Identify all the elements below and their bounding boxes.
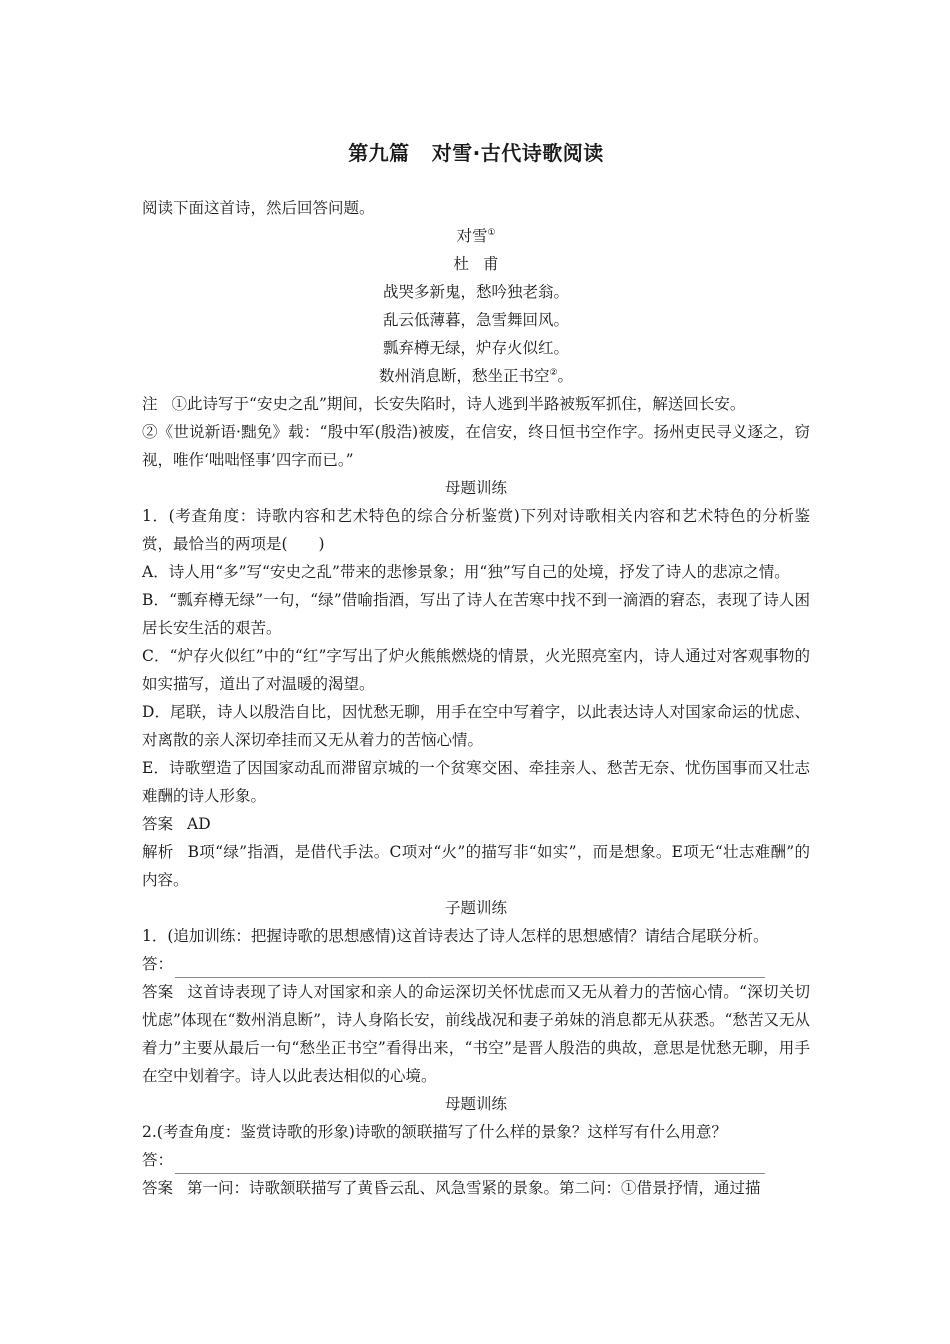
analysis-1 <box>142 838 810 894</box>
answer-label: 答案 <box>142 1179 174 1197</box>
page-title <box>142 138 810 168</box>
note-1 <box>142 390 810 418</box>
poem-line: 瓢弃樽无绿，炉存火似红。 <box>382 339 569 357</box>
question-1: 1．(考查角度：诗歌内容和艺术特色的综合分析鉴赏)下列对诗歌相关内容和艺术特色的分析鉴赏，最恰当的两项是( ) <box>142 507 810 553</box>
poem-author: 杜甫 <box>453 255 513 273</box>
intro-text: 阅读下面这首诗，然后回答问题。 <box>142 199 375 217</box>
poem-line-last <box>142 362 810 390</box>
poem-line-end: 。 <box>557 367 574 385</box>
analysis-label: 解析 <box>142 843 174 861</box>
answer-text: 这首诗表现了诗人对国家和亲人的命运深切关怀忧虑而又无从着力的苦恼心情。“深切关切忧虑”体现在“数州消息断”，诗人身陷长安，前线战况和妻子弟妹的消息都无从获悉。“愁苦又无从着力”主要从最后一句“愁坐正书空”看得出来，“书空”是晋人殷浩的典故，意思是忧愁无聊，用手在空中划着字。诗人以此表达相似的心境。 <box>142 983 810 1085</box>
option-a: A．诗人用“多”写“安史之乱”带来的悲惨景象；用“独”写自己的处境，抒发了诗人的悲凉之情。 <box>142 563 790 581</box>
poem-title <box>142 222 810 250</box>
answer-prompt: 答： <box>142 955 174 973</box>
answer-text: 第一问：诗歌颔联描写了黄昏云乱、风急雪紧的景象。第二问：①借景抒情，通过描 <box>187 1179 761 1197</box>
section-heading-child: 子题训练 <box>444 899 507 917</box>
poem-title-footnote-mark: ① <box>487 228 496 238</box>
note-2: ②《世说新语·黜免》载：“殷中军(殷浩)被废，在信安，终日恒书空作字。扬州吏民寻义逐之，窃视，唯作‘咄咄怪事’四字而已。” <box>142 423 810 469</box>
option-e: E．诗歌塑造了因国家动乱而滞留京城的一个贫寒交困、牵挂亲人、愁苦无奈、忧伤国事而又壮志难酬的诗人形象。 <box>142 759 810 805</box>
poem-line: 乱云低薄暮，急雪舞回风。 <box>382 311 569 329</box>
option-d: D．尾联，诗人以殷浩自比，因忧愁无聊，用手在空中写着字，以此表达诗人对国家命运的忧虑、对离散的亲人深切牵挂而又无从着力的苦恼心情。 <box>142 703 810 749</box>
poem-line-footnote-mark: ② <box>549 368 558 378</box>
option-c: C．“炉存火似红”中的“红”字写出了炉火熊熊燃烧的情景，火光照亮室内，诗人通过对客观事物的如实描写，道出了对温暖的渴望。 <box>142 647 810 693</box>
answer-label: 答案 <box>142 815 174 833</box>
section-heading-mother-2: 母题训练 <box>444 1095 507 1113</box>
note-1-text: ①此诗写于“安史之乱”期间，长安失陷时，诗人逃到半路被叛军抓住，解送回长安。 <box>171 395 746 413</box>
analysis-text: B项“绿”指酒，是借代手法。C项对“火”的描写非“如实”，而是想象。E项无“壮志难酬”的内容。 <box>142 843 810 889</box>
poem-line-text: 数州消息断，愁坐正书空 <box>378 367 550 385</box>
poem-line: 战哭多新鬼，愁吟独老翁。 <box>382 283 569 301</box>
answer-underline <box>175 957 765 978</box>
note-label: 注 <box>142 395 158 413</box>
answer-sub-1 <box>142 978 810 1090</box>
answer-underline <box>175 1153 765 1174</box>
title-part1: 第九篇 <box>348 141 410 165</box>
answer-1 <box>142 810 810 838</box>
answer-blank-line <box>142 950 810 978</box>
question-2: 2.(考查角度：鉴赏诗歌的形象)诗歌的颔联描写了什么样的景象？这样写有什么用意？ <box>142 1123 727 1141</box>
poem-title-text: 对雪 <box>456 227 488 245</box>
answer-prompt: 答： <box>142 1151 174 1169</box>
answer-label: 答案 <box>142 983 174 1001</box>
section-heading-mother-1: 母题训练 <box>444 479 507 497</box>
answer-text: AD <box>187 815 211 833</box>
answer-blank-line <box>142 1146 810 1174</box>
answer-2 <box>142 1174 810 1202</box>
title-part2: 对雪·古代诗歌阅读 <box>431 141 604 165</box>
question-sub-1: 1．(追加训练：把握诗歌的思想感情)这首诗表达了诗人怎样的思想感情？请结合尾联分析。 <box>142 927 769 945</box>
option-b: B．“瓢弃樽无绿”一句，“绿”借喻指酒，写出了诗人在苦寒中找不到一滴酒的窘态，表现了诗人困居长安生活的艰苦。 <box>142 591 810 637</box>
document-page <box>142 138 810 1202</box>
